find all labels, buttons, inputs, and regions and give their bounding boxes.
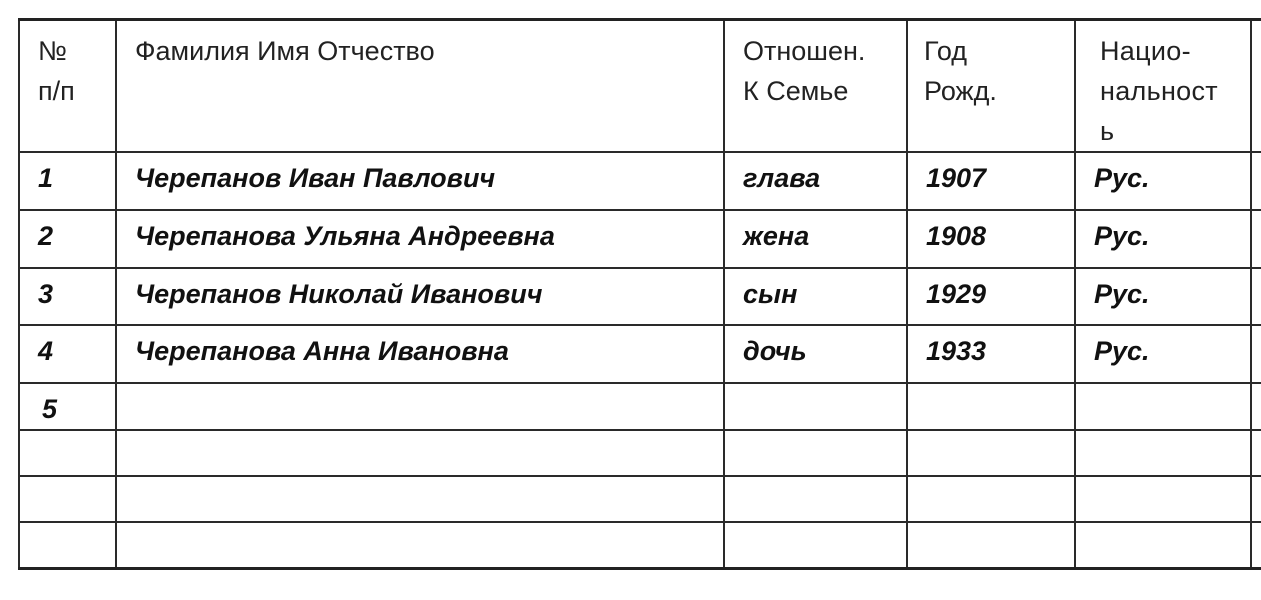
cell-full-name-text: [117, 523, 723, 533]
cell-number-text: [20, 477, 115, 487]
cell-full-name: [116, 325, 724, 383]
header-full-name-label: Фамилия Имя Отчество: [135, 36, 435, 66]
cell-full-name-text: [117, 477, 723, 487]
cell-relation-text: [725, 477, 906, 487]
header-birth-year-line2: Рожд.: [924, 76, 997, 106]
cell-birth-year: [907, 522, 1075, 568]
cell-nationality-text: Рус.: [1094, 336, 1150, 366]
cell-relation: [724, 430, 907, 476]
cell-birth-year: [907, 430, 1075, 476]
header-relation: [724, 20, 907, 153]
cell-number: [19, 268, 116, 325]
cell-birth-year: [907, 325, 1075, 383]
table-row: [19, 325, 1261, 383]
cell-nationality: [1075, 430, 1251, 476]
cell-full-name: [116, 210, 724, 268]
table-row: [19, 430, 1261, 476]
cell-birth-year-text: [908, 384, 1074, 394]
cell-extra: [1251, 383, 1261, 430]
table-row: [19, 268, 1261, 325]
cell-extra: [1251, 325, 1261, 383]
cell-extra: [1251, 210, 1261, 268]
header-birth-year: [907, 20, 1075, 153]
table-header-row: [19, 20, 1261, 153]
family-register-table: [18, 18, 1261, 570]
cell-full-name-text: Черепанова Анна Ивановна: [135, 336, 509, 366]
cell-full-name-text: Черепанов Иван Павлович: [135, 163, 496, 193]
cell-full-name-text: [117, 431, 723, 441]
cell-full-name: [116, 522, 724, 568]
cell-nationality: [1075, 522, 1251, 568]
cell-extra: [1251, 476, 1261, 522]
header-nationality-line3: ь: [1100, 116, 1115, 146]
cell-birth-year-text: 1907: [926, 163, 987, 193]
cell-number: [19, 476, 116, 522]
cell-number-text: 2: [38, 221, 54, 251]
cell-nationality: [1075, 268, 1251, 325]
cell-full-name: [116, 476, 724, 522]
cell-birth-year-text: [908, 477, 1074, 487]
cell-full-name: [116, 430, 724, 476]
cell-nationality-text: [1076, 431, 1250, 441]
cell-full-name: [116, 383, 724, 430]
cell-relation-text: сын: [743, 279, 798, 309]
cell-birth-year: [907, 476, 1075, 522]
cell-relation: [724, 476, 907, 522]
header-relation-line1: Отношен.: [743, 36, 866, 66]
cell-number-text: 5: [42, 394, 58, 424]
cell-number-text: 4: [38, 336, 54, 366]
header-nationality: [1075, 20, 1251, 153]
cell-birth-year-text: 1933: [926, 336, 987, 366]
cell-nationality: [1075, 325, 1251, 383]
cell-birth-year-text: 1908: [926, 221, 987, 251]
cell-nationality: [1075, 476, 1251, 522]
cell-birth-year: [907, 268, 1075, 325]
cell-number-text: 3: [38, 279, 54, 309]
cell-nationality: [1075, 383, 1251, 430]
cell-relation-text: глава: [743, 163, 821, 193]
header-nationality-line2: нальност: [1100, 76, 1218, 106]
cell-relation: [724, 522, 907, 568]
cell-birth-year-text: [908, 523, 1074, 533]
cell-relation-text: [725, 523, 906, 533]
cell-number: [19, 383, 116, 430]
cell-relation: [724, 325, 907, 383]
cell-birth-year: [907, 210, 1075, 268]
cell-nationality-text: [1076, 477, 1250, 487]
table-row: [19, 210, 1261, 268]
header-number: [19, 20, 116, 153]
cell-nationality: [1075, 152, 1251, 210]
cell-birth-year-text: [908, 431, 1074, 441]
header-number-line2: п/п: [38, 76, 75, 106]
cell-relation: [724, 152, 907, 210]
cell-relation-text: жена: [743, 221, 810, 251]
cell-number: [19, 152, 116, 210]
header-number-line1: №: [38, 36, 67, 66]
cell-relation: [724, 383, 907, 430]
cell-full-name-text: Черепанова Ульяна Андреевна: [135, 221, 555, 251]
cell-birth-year-text: 1929: [926, 279, 987, 309]
cell-extra: [1251, 268, 1261, 325]
cell-nationality: [1075, 210, 1251, 268]
cell-full-name-text: Черепанов Николай Иванович: [135, 279, 543, 309]
cell-relation-text: дочь: [743, 336, 807, 366]
cell-extra: [1251, 430, 1261, 476]
cell-number: [19, 430, 116, 476]
header-full-name: [116, 20, 724, 153]
header-birth-year-line1: Год: [924, 36, 967, 66]
table-row: [19, 152, 1261, 210]
cell-number-text: 1: [38, 163, 54, 193]
cell-relation-text: [725, 431, 906, 441]
cell-relation: [724, 210, 907, 268]
cell-relation-text: [725, 384, 906, 394]
cell-number: [19, 522, 116, 568]
cell-birth-year: [907, 383, 1075, 430]
cell-number: [19, 210, 116, 268]
cell-nationality-text: Рус.: [1094, 279, 1150, 309]
table-row: [19, 522, 1261, 568]
cell-full-name: [116, 268, 724, 325]
cell-number-text: [20, 431, 115, 441]
cell-relation: [724, 268, 907, 325]
cell-nationality-text: [1076, 523, 1250, 533]
cell-full-name-text: [117, 384, 723, 394]
cell-nationality-text: Рус.: [1094, 221, 1150, 251]
cell-birth-year: [907, 152, 1075, 210]
cell-number-text: [20, 523, 115, 533]
table-row: [19, 383, 1261, 430]
header-nationality-line1: Нацио-: [1100, 36, 1191, 66]
table-row: [19, 476, 1261, 522]
cell-extra: [1251, 522, 1261, 568]
cell-nationality-text: [1076, 384, 1250, 394]
header-relation-line2: К Семье: [743, 76, 849, 106]
cell-nationality-text: Рус.: [1094, 163, 1150, 193]
header-extra-column: [1251, 20, 1261, 153]
cell-full-name: [116, 152, 724, 210]
cell-extra: [1251, 152, 1261, 210]
cell-number: [19, 325, 116, 383]
